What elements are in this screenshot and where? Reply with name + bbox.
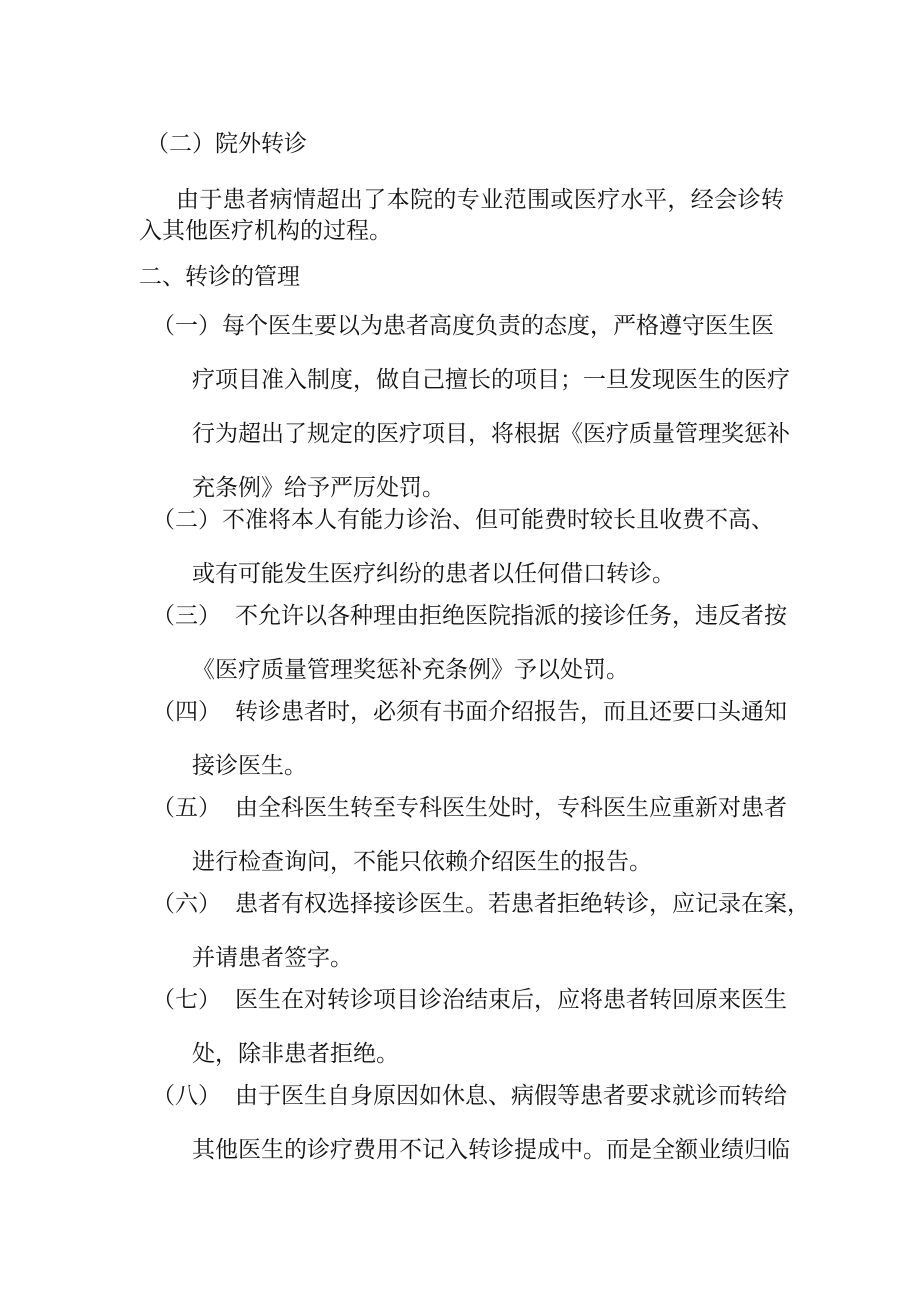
rule-item-body xyxy=(192,889,810,973)
rule-item-line: 不准将本人有能力诊治、但可能费时较长且收费不高、 xyxy=(222,507,774,533)
rule-item-body xyxy=(192,505,788,589)
section-heading-outpatient-transfer: （二）院外转诊 xyxy=(146,131,307,157)
rule-item-body xyxy=(192,311,790,503)
rule-item-line: 处，除非患者拒绝。 xyxy=(192,1041,399,1067)
rule-item-body xyxy=(192,985,787,1069)
rule-item-line: 《医疗质量管理奖惩补充条例》予以处罚。 xyxy=(192,657,629,683)
rule-item-line: 医生在对转诊项目诊治结束后，应将患者转回原来医生 xyxy=(235,987,787,1013)
rule-item-line: 并请患者签字。 xyxy=(192,945,353,971)
rule-item-line: 每个医生要以为患者高度负责的态度，严格遵守医生医 xyxy=(222,313,774,339)
rule-item-line: 患者有权选择接诊医生。若患者拒绝转诊，应记录在案， xyxy=(235,891,810,917)
definition-line-2: 入其他医疗机构的过程。 xyxy=(139,218,392,244)
section-heading-transfer-management: 二、转诊的管理 xyxy=(139,264,300,290)
rule-item-label: （三） xyxy=(152,603,221,629)
rule-item-label: （四） xyxy=(152,699,221,725)
rule-item-line: 疗项目准入制度，做自己擅长的项目；一旦发现医生的医疗 xyxy=(192,367,790,393)
rule-item-body xyxy=(192,793,787,877)
rule-item-body xyxy=(192,601,787,685)
rule-item-line: 进行检查询问，不能只依赖介绍医生的报告。 xyxy=(192,849,652,875)
rule-item-label: （五） xyxy=(152,795,221,821)
rule-item-label: （七） xyxy=(152,987,221,1013)
rule-item-line: 行为超出了规定的医疗项目，将根据《医疗质量管理奖惩补 xyxy=(192,421,790,447)
rule-item-line: 充条例》给予严厉处罚。 xyxy=(192,475,445,501)
rule-item-label: （六） xyxy=(152,891,221,917)
rule-item-line: 其他医生的诊疗费用不记入转诊提成中。而是全额业绩归临 xyxy=(192,1137,790,1163)
rule-item-line: 接诊医生。 xyxy=(192,753,307,779)
definition-line-1: 由于患者病情超出了本院的专业范围或医疗水平，经会诊转 xyxy=(176,187,785,213)
rule-item-line: 或有可能发生医疗纠纷的患者以任何借口转诊。 xyxy=(192,561,675,587)
rule-item-label: （二） xyxy=(152,507,221,533)
rule-item-body xyxy=(192,697,787,781)
rule-item-line: 不允许以各种理由拒绝医院指派的接诊任务，违反者按 xyxy=(235,603,787,629)
rule-item-label: （八） xyxy=(152,1083,221,1109)
rule-item-line: 由全科医生转至专科医生处时，专科医生应重新对患者 xyxy=(235,795,787,821)
rule-item-line: 由于医生自身原因如休息、病假等患者要求就诊而转给 xyxy=(235,1083,787,1109)
rule-item-body xyxy=(192,1081,790,1165)
rule-item-line: 转诊患者时，必须有书面介绍报告，而且还要口头通知 xyxy=(235,699,787,725)
rule-item-label: （一） xyxy=(152,313,221,339)
